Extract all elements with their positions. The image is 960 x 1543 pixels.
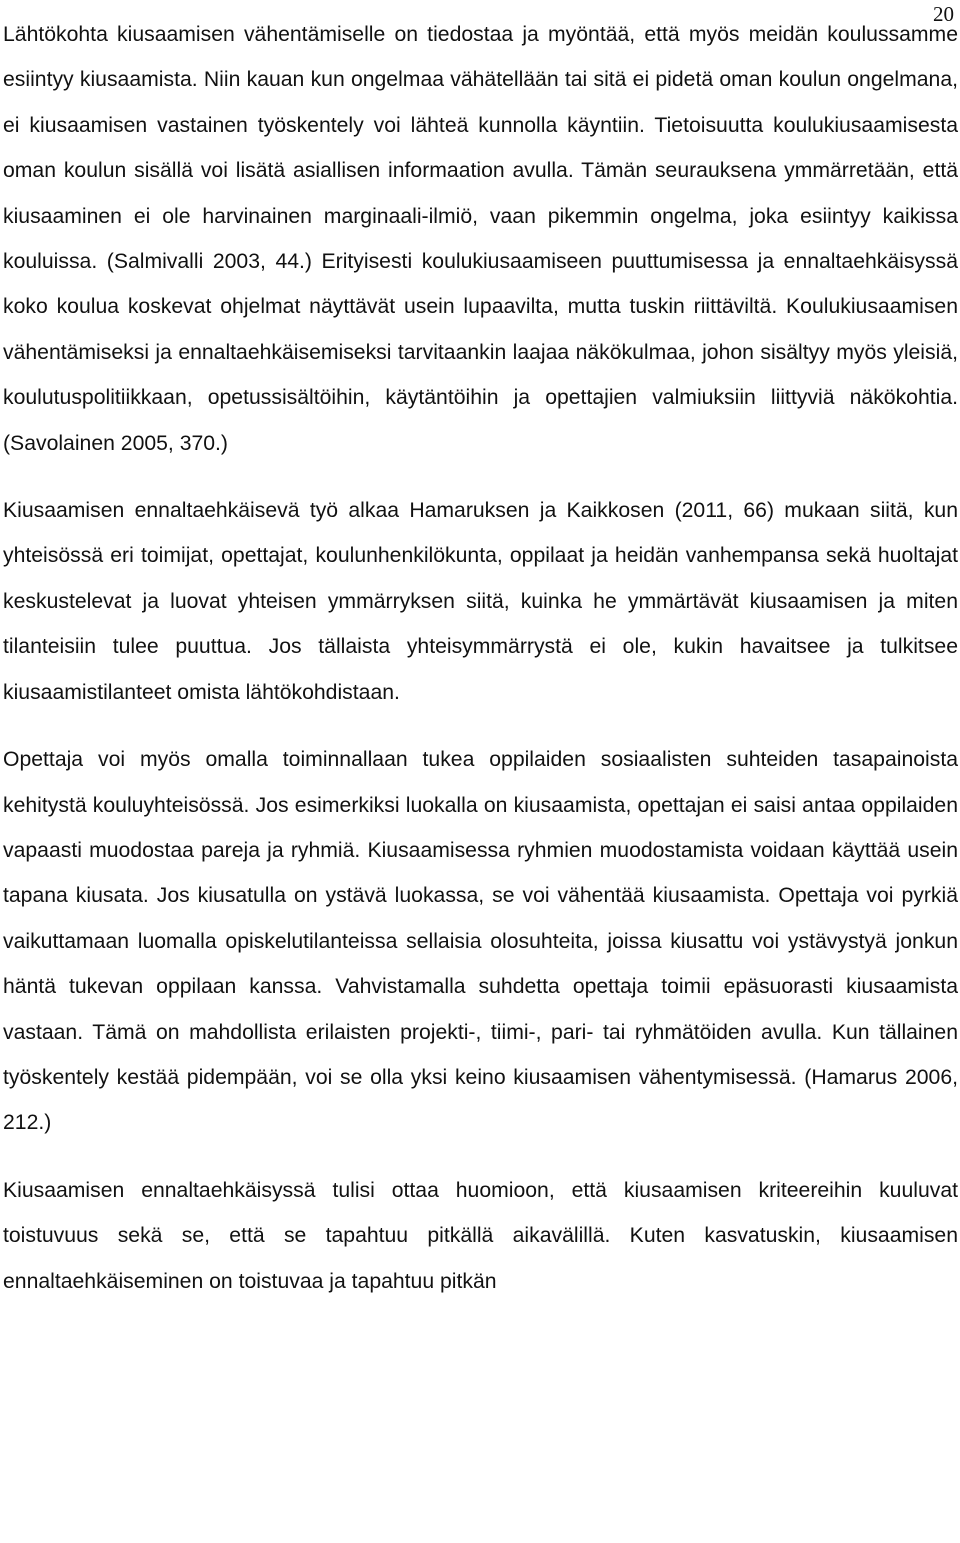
paragraph-preventive-work: Kiusaamisen ennaltaehkäisevä työ alkaa Hamaruksen ja Kaikkosen (2011, 66) mukaan siitä, kun yhteisössä eri toimijat, opettajat, koulunhenkilökunta, oppilaat ja heidän vanhempansa sekä huoltajat keskustelevat ja luovat yhteisen ymmärryksen siitä, kuinka he ymmärtävät kiusaamisen ja miten tilanteisiin tulee puuttua. Jos tällaista yhteisymmärrystä ei ole, kukin havaitsee ja tulkitsee kiusaamistilanteet omista lähtökohdistaan.: [3, 499, 958, 704]
paragraph-teacher-role: Opettaja voi myös omalla toiminnallaan tukea oppilaiden sosiaalisten suhteiden tasapainoista kehitystä kouluyhteisössä. Jos esimerkiksi luokalla on kiusaamista, opettajan ei saisi antaa oppilaiden vapaasti muodostaa pareja ja ryhmiä. Kiusaamisessa ryhmien muodostamista voidaan käyttää usein tapana kiusata. Jos kiusatulla on ystävä luokassa, se voi vähentää kiusaamista. Opettaja voi pyrkiä vaikuttamaan luomalla opiskelutilanteissa sellaisia olosuhteita, joissa kiusattu voi ystävystyä jonkun häntä tukevan oppilaan kanssa. Vahvistamalla suhdetta opettaja toimii epäsuorasti kiusaamista vastaan. Tämä on mahdollista erilaisten projekti-, tiimi-, pari- tai ryhmätöiden avulla. Kun tällainen työskentely kestää pidempään, voi se olla yksi keino kiusaamisen vähentymisessä. (Hamarus 2006, 212.): [3, 748, 958, 1135]
page-number: 20: [933, 2, 954, 26]
paragraph-prevention-criteria: Kiusaamisen ennaltaehkäisyssä tulisi ottaa huomioon, että kiusaamisen kriteereihin kuuluvat toistuvuus sekä se, että se tapahtuu pitkällä aikavälillä. Kuten kasvatuskin, kiusaamisen ennaltaehkäiseminen on toistuvaa ja tapahtuu pitkän: [3, 1178, 958, 1293]
paragraph-starting-point: Lähtökohta kiusaamisen vähentämiselle on tiedostaa ja myöntää, että myös meidän koulussamme esiintyy kiusaamista. Niin kauan kun ongelmaa vähätellään tai sitä ei pidetä oman koulun ongelmana, ei kiusaamisen vastainen työskentely voi lähteä kunnolla käyntiin. Tietoisuutta koulukiusaamisesta oman koulun sisällä voi lisätä asiallisen informaation avulla. Tämän seurauksena ymmärretään, että kiusaaminen ei ole harvinainen marginaali-ilmiö, vaan pikemmin ongelma, joka esiintyy kaikissa kouluissa. (Salmivalli 2003, 44.) Erityisesti koulukiusaamiseen puuttumisessa ja ennaltaehkäisyssä koko koulua koskevat ohjelmat näyttävät usein lupaavilta, mutta tuskin riittäviltä. Koulukiusaamisen vähentämiseksi ja ennaltaehkäisemiseksi tarvitaankin laajaa näkökulmaa, johon sisältyy myös yleisiä, koulutuspolitiikkaan, opetussisältöihin, käytäntöihin ja opettajien valmiuksiin liittyviä näkökohtia. (Savolainen 2005, 370.): [3, 23, 958, 455]
